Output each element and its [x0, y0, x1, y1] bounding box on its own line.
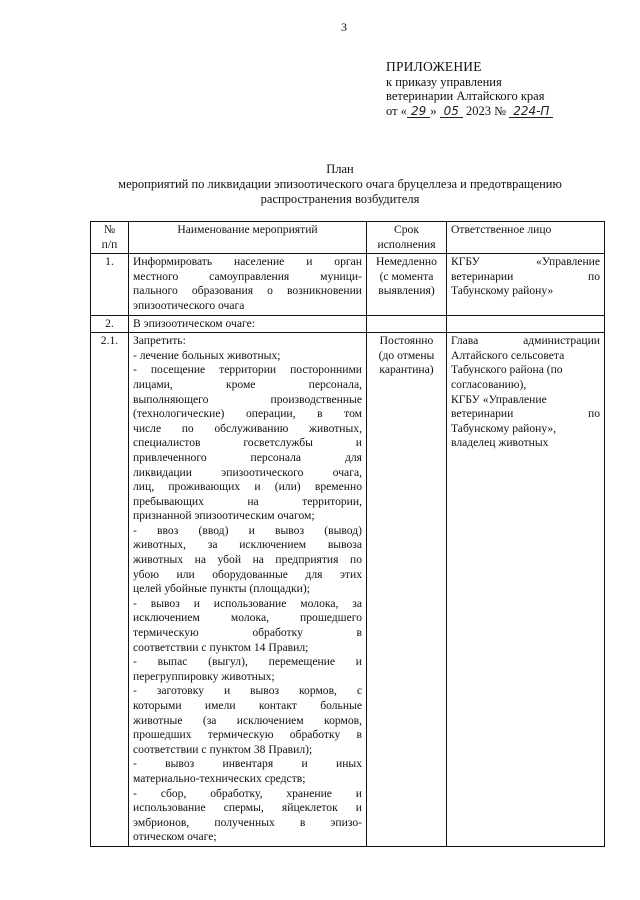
row-measure: Информировать население и орган местного самоуправления муници- пального образования о возникновении эпизоотического очага — [129, 254, 367, 315]
plan-title-line-2: мероприятий по ликвидации эпизоотического очага бруцеллеза и предотвращению — [118, 177, 562, 191]
row-deadline: Постоянно (до отмены карантина) — [367, 333, 447, 847]
table-row — [91, 315, 605, 333]
date-year: 2023 № — [466, 103, 507, 118]
page-number: 3 — [341, 20, 347, 34]
header-name: Наименование мероприятий — [129, 222, 367, 254]
header-deadline: Срок исполнения — [367, 222, 447, 254]
appendix-header — [386, 60, 553, 118]
date-sep: » — [430, 103, 437, 118]
row-deadline — [367, 315, 447, 333]
handwritten-month: 05 — [440, 105, 463, 118]
appendix-title: ПРИЛОЖЕНИЕ — [386, 59, 482, 74]
date-prefix: от « — [386, 103, 407, 118]
row-responsible: КГБУ «Управление ветеринарии по Табунскому району» — [447, 254, 605, 315]
row-responsible: Глава администрации Алтайского сельсовета Табунского района (по согласованию), КГБУ «Управление ветеринарии по Табунскому району», владелец животных — [447, 333, 605, 847]
appendix-line-2: ветеринарии Алтайского края — [386, 89, 545, 103]
handwritten-day: 29 — [407, 105, 430, 118]
row-responsible — [447, 315, 605, 333]
row-measure: В эпизоотическом очаге: — [129, 315, 367, 333]
appendix-date-line — [386, 104, 553, 119]
row-number: 2. — [91, 315, 129, 333]
appendix-line-1: к приказу управления — [386, 74, 502, 89]
table-header-row — [91, 222, 605, 254]
plan-title-line-1: План — [326, 162, 354, 176]
plan-title — [60, 162, 620, 207]
row-number: 1. — [91, 254, 129, 315]
table-row — [91, 333, 605, 847]
row-deadline: Немедленно (с момента выявления) — [367, 254, 447, 315]
header-responsible: Ответственное лицо — [447, 222, 605, 254]
row-measure: Запретить: - лечение больных животных; - посещение территории посторонними лицами, кроме персонала, выполняющего производственные (технологические) операции, в том числе по обслуживанию животных, специалистов госветслужбы и привлеченного персонала для ликвидации эпизоотического очага, лиц, проживающих и (или) временно пребывающих на территории, признанной эпизоотическим очагом; - ввоз (ввод) и вывоз (вывод) животных, за исключением вывоза животных на убой на предприятия по убою или оборудованные для этих целей убойные пункты (площадки); - вывоз и использование молока, за исключением молока, прошедшего термическую обработку в соответствии с пунктом 14 Правил; - выпас (выгул), перемещение и перегруппировку животных; - заготовку и вывоз кормов, с которыми имели контакт больные животные (за исключением кормов, прошедших термическую обработку в соответствии с пунктом 38 Правил); - вывоз инвентаря и иных материально-технических средств; - сбор, обработку, хранение и использование спермы, яйцеклеток и эмбрионов, полученных в эпизо- отическом очаге; — [129, 333, 367, 847]
row-number: 2.1. — [91, 333, 129, 847]
header-num: № п/п — [91, 222, 129, 254]
handwritten-order-number: 224-П — [509, 105, 553, 118]
plan-title-line-3: распространения возбудителя — [260, 192, 420, 206]
measures-table — [90, 221, 605, 847]
table-row — [91, 254, 605, 315]
